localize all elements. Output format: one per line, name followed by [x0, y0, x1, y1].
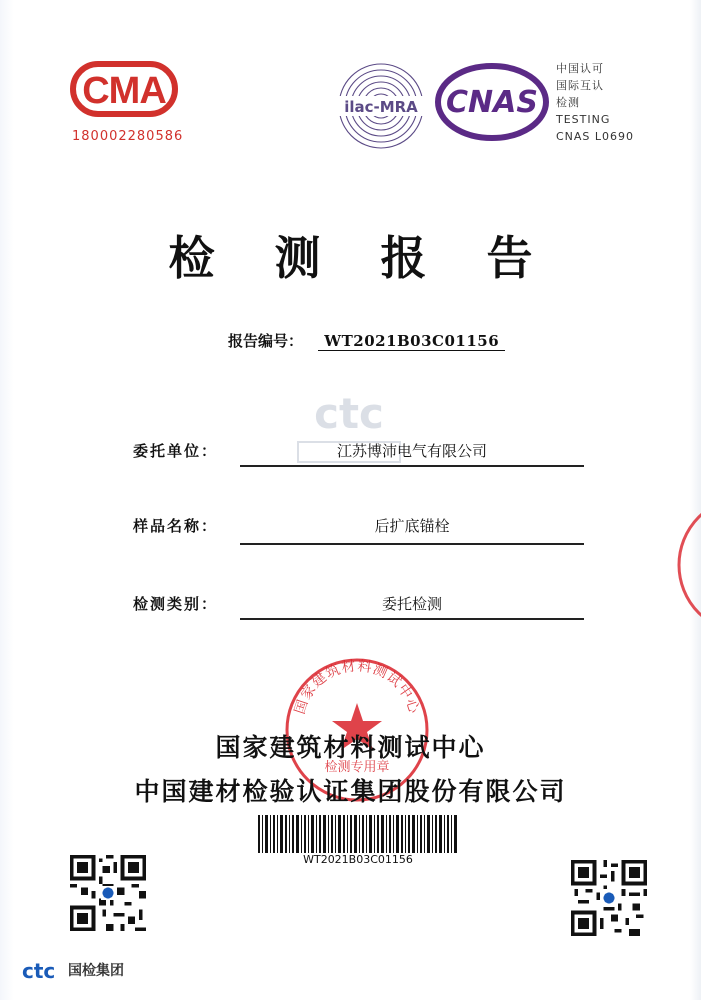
cma-logo-icon — [70, 58, 178, 120]
cnas-text-block — [556, 60, 634, 145]
cnas-line: TESTING — [556, 113, 611, 126]
report-number-value: WT2021B03C01156 — [318, 332, 505, 351]
test-category-label: 检测类别： — [133, 595, 219, 613]
svg-text:国家建筑材料测试中心: 国家建筑材料测试中心 — [291, 658, 423, 717]
report-number-row — [228, 330, 505, 351]
sample-name-value: 后扩底锚栓 — [374, 517, 450, 535]
organization-name-1: 国家建筑材料测试中心 — [215, 733, 486, 762]
cnas-line: 中国认可 — [556, 62, 604, 75]
qr-code-icon — [571, 860, 647, 936]
qr-code-icon — [70, 855, 146, 931]
client-label: 委托单位： — [133, 442, 219, 460]
sample-name-label: 样品名称： — [133, 517, 219, 535]
ilac-mra-logo-icon — [335, 60, 427, 152]
cma-number: 180002280586 — [72, 129, 184, 144]
ctc-logo-label: 国检集团 — [68, 963, 124, 979]
cnas-line: 国际互认 — [556, 79, 604, 92]
cnas-logo-icon — [435, 62, 550, 142]
svg-text:ilac-MRA: ilac-MRA — [344, 98, 418, 116]
test-category-value: 委托检测 — [381, 595, 442, 613]
svg-text:ctc: ctc — [314, 389, 384, 438]
client-underline — [240, 465, 584, 467]
svg-text:CNAS: CNAS — [446, 85, 538, 120]
organization-name-2: 中国建材检验认证集团股份有限公司 — [134, 777, 567, 806]
svg-text:CMA: CMA — [82, 70, 166, 112]
edge-seal-icon — [672, 490, 701, 640]
cnas-line: 检测 — [556, 96, 580, 109]
barcode-text: WT2021B03C01156 — [303, 853, 413, 866]
ctc-logo-icon — [22, 958, 66, 984]
client-value: 江苏博沛电气有限公司 — [336, 442, 487, 460]
page-title: 检测报告 — [168, 231, 593, 285]
svg-text:检测专用章: 检测专用章 — [324, 760, 390, 775]
svg-text:ctc: ctc — [22, 959, 56, 983]
sample-name-underline — [240, 543, 584, 545]
cnas-line: CNAS L0690 — [556, 130, 635, 143]
test-category-underline — [240, 618, 584, 620]
barcode-icon — [258, 815, 458, 853]
report-number-label: 报告编号： — [228, 332, 304, 350]
